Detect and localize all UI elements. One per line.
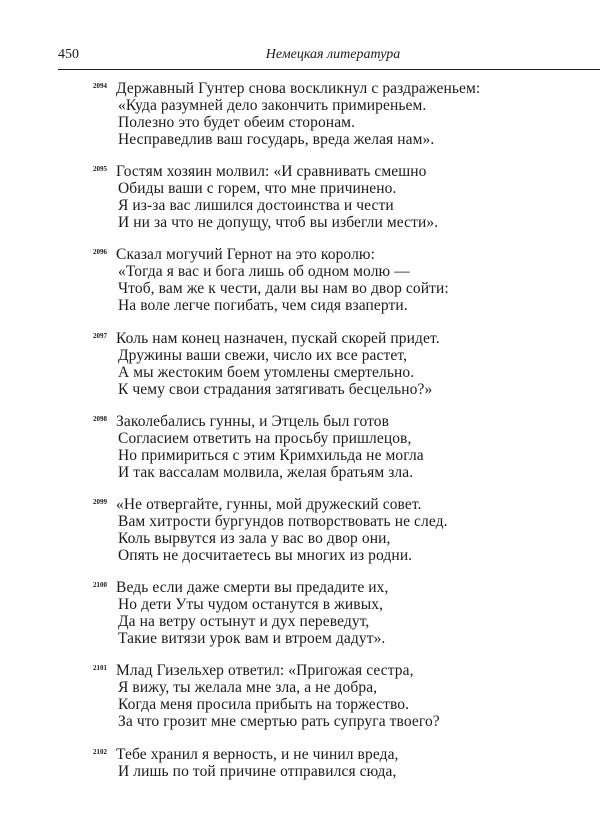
- verse-line: «Куда разумней дело закончить примиреньем.: [118, 97, 427, 114]
- stanza: [0, 80, 600, 163]
- verse-line: Обиды ваши с горем, что мне причинено.: [118, 180, 397, 198]
- verse-line: Коль нам конец назначен, пускай скорей придет.: [116, 329, 440, 347]
- verse-line: Дружины ваши свежи, число их все растет,: [118, 346, 408, 364]
- stanza-number: 2100: [93, 581, 107, 590]
- verse-line: Да на ветру остынут и дух переведут,: [118, 613, 370, 631]
- stanza-number: 2096: [93, 248, 107, 257]
- stanza-number: 2102: [93, 747, 107, 756]
- verse-line: Согласием ответить на просьбу пришлецов,: [118, 429, 412, 447]
- verse-line: Державный Гунтер снова воскликнул с раздраженьем:: [116, 80, 481, 97]
- stanza-number: 2094: [93, 82, 107, 90]
- verse-line: К чему свои страдания затягивать бесцельно?»: [118, 380, 433, 398]
- stanza: [0, 330, 600, 413]
- verse-line: Заколебались гунны, и Этцель был готов: [116, 412, 390, 430]
- verse-line: За что грозит мне смертью рать супруга твоего?: [118, 713, 440, 731]
- verse-line: И ни за что не допущу, чтоб вы избегли мести».: [118, 214, 439, 232]
- stanza: [0, 246, 600, 329]
- verse-line: Опять не досчитаетесь вы многих из родни.: [118, 546, 413, 564]
- verse-line: Такие витязи урок вам и втроем дадут».: [118, 630, 386, 648]
- verse-line: «Не отвергайте, гунны, мой дружеский совет.: [116, 495, 422, 513]
- page-number: 450: [58, 47, 79, 62]
- verse-line: Но примириться с этим Кримхильда не могла: [118, 446, 424, 464]
- page-header: [58, 47, 588, 67]
- verse-line: Чтоб, вам же к чести, дали вы нам во двор сойти:: [118, 280, 449, 298]
- verse-line: Несправедлив ваш государь, вреда желая нам».: [118, 131, 435, 148]
- poem-body: [0, 80, 600, 829]
- header-rule: [58, 69, 600, 70]
- verse-line: Тебе хранил я верность, и не чинил вреда,: [116, 745, 399, 763]
- stanza-number: 2098: [93, 414, 107, 423]
- stanza: [0, 413, 600, 496]
- verse-line: Но дети Уты чудом останутся в живых,: [118, 596, 384, 614]
- stanza-number: 2095: [93, 165, 107, 174]
- verse-line: А мы жестоким боем утомлены смертельно.: [118, 363, 415, 381]
- verse-line: На воле легче погибать, чем сидя взаперти.: [118, 297, 408, 315]
- verse-line: Ведь если даже смерти вы предадите их,: [116, 579, 389, 597]
- verse-line: Когда меня просила прибыть на торжество.: [118, 696, 410, 714]
- verse-line: Млад Гизельхер ответил: «Пригожая сестра,: [116, 662, 414, 680]
- verse-line: «Тогда я вас и бога лишь об одном молю —: [118, 263, 410, 281]
- stanza: [0, 579, 600, 662]
- stanza: [0, 746, 600, 829]
- running-title: Немецкая литература: [265, 47, 401, 62]
- verse-line: Я вижу, ты желала мне зла, а не добра,: [118, 679, 378, 697]
- verse-line: Вам хитрости бургундов потворствовать не след.: [118, 512, 448, 530]
- stanza: [0, 163, 600, 246]
- stanza-number: 2099: [93, 497, 107, 506]
- stanza: [0, 662, 600, 745]
- verse-line: Гостям хозяин молвил: «И сравнивать смешно: [116, 163, 427, 181]
- verse-line: Полезно это будет обеим сторонам.: [118, 114, 356, 131]
- verse-line: Я из-за вас лишился достоинства и чести: [118, 197, 394, 215]
- stanza: [0, 496, 600, 579]
- verse-line: И лишь по той причине отправился сюда,: [118, 762, 397, 780]
- stanza-number: 2097: [93, 331, 107, 340]
- verse-line: И так вассалам молвила, желая братьям зла.: [118, 463, 414, 481]
- verse-line: Сказал могучий Гернот на это королю:: [116, 246, 375, 264]
- stanza-number: 2101: [93, 664, 107, 673]
- verse-line: Коль вырвутся из зала у вас во двор они,: [118, 529, 391, 547]
